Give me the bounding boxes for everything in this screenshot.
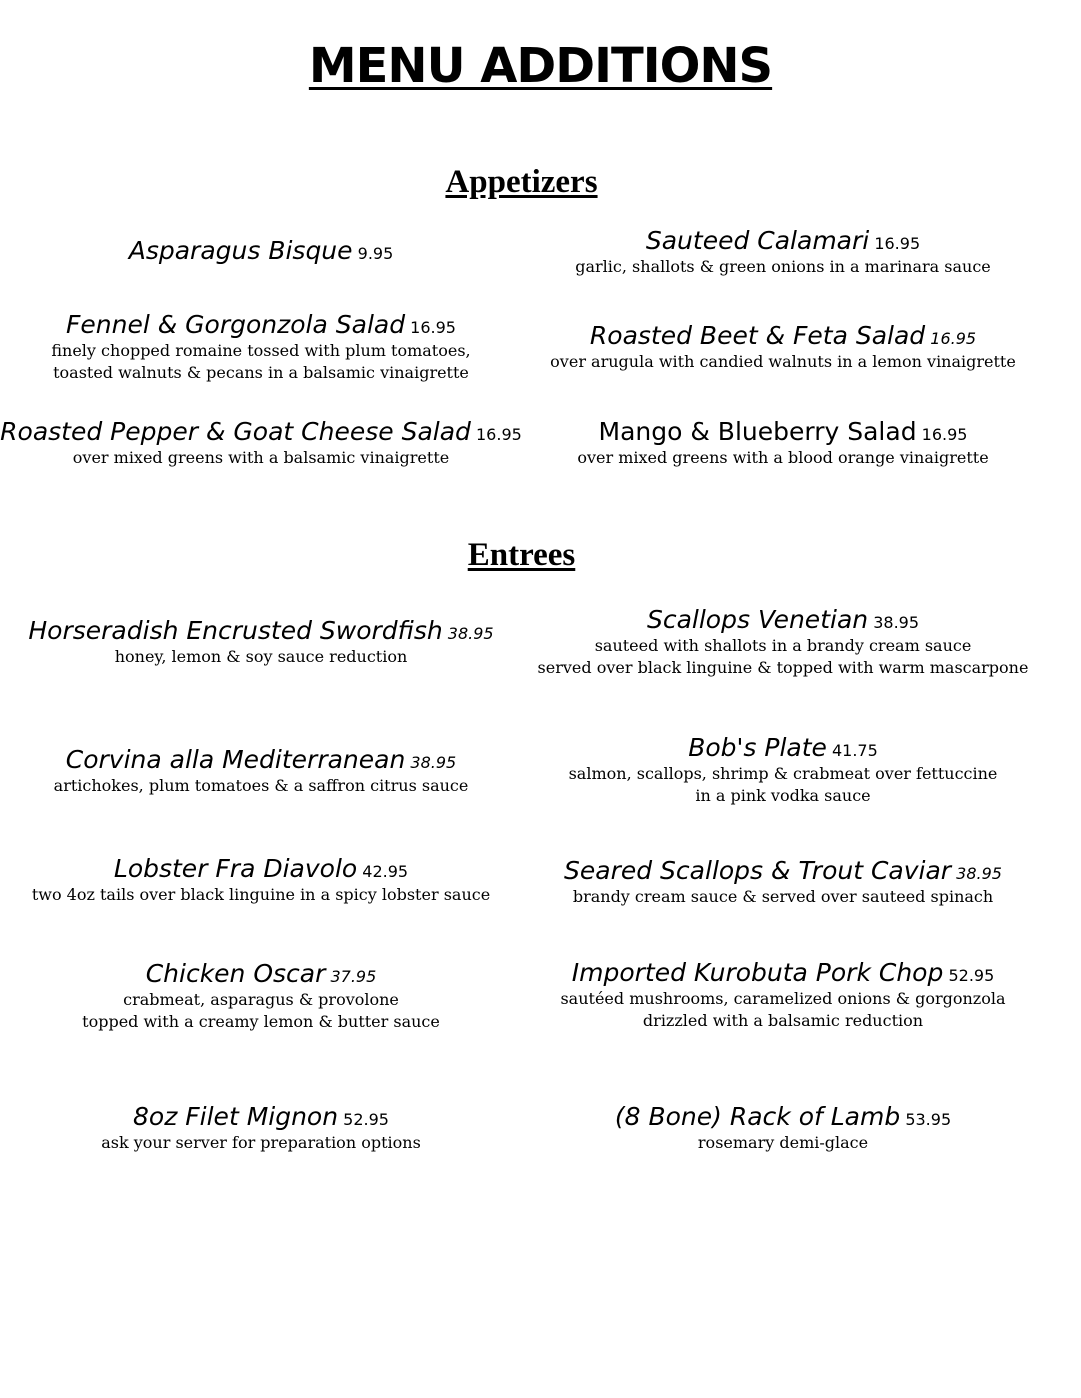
item-description: over mixed greens with a blood orange vinaigrette: [577, 448, 989, 467]
menu-item: [0, 310, 522, 384]
item-description: salmon, scallops, shrimp & crabmeat over fettuccine: [568, 764, 998, 783]
item-price: 38.95: [447, 624, 494, 643]
item-description: sautéed mushrooms, caramelized onions & gorgonzola: [560, 989, 1006, 1008]
menu-item: [522, 733, 1044, 807]
item-description: ask your server for preparation options: [101, 1133, 421, 1152]
item-name: Corvina alla Mediterranean: [65, 745, 406, 774]
item-name: Roasted Beet & Feta Salad: [589, 321, 926, 350]
item-name: Scallops Venetian: [646, 605, 869, 634]
appetizers-heading: Appetizers: [445, 164, 598, 200]
item-name: Roasted Pepper & Goat Cheese Salad: [0, 417, 471, 446]
item-name: Sauteed Calamari: [645, 226, 870, 255]
item-price: 16.95: [476, 425, 522, 444]
item-price: 52.95: [343, 1110, 389, 1129]
item-price: 16.95: [410, 318, 456, 337]
menu-item: [0, 1102, 522, 1154]
menu-item: [0, 959, 522, 1033]
item-price: 16.95: [874, 234, 921, 253]
item-description: artichokes, plum tomatoes & a saffron citrus sauce: [53, 776, 469, 795]
item-price: 9.95: [357, 244, 394, 263]
item-price: 16.95: [921, 425, 968, 444]
menu-item: [522, 1102, 1044, 1154]
item-price: 38.95: [873, 613, 920, 632]
menu-item: [0, 236, 522, 266]
item-description: drizzled with a balsamic reduction: [642, 1011, 924, 1030]
menu-item: [522, 958, 1044, 1032]
item-description: honey, lemon & soy sauce reduction: [114, 647, 408, 666]
item-description: rosemary demi-glace: [697, 1133, 869, 1152]
menu-item: [522, 856, 1044, 908]
item-name: Fennel & Gorgonzola Salad: [66, 310, 406, 339]
menu-item: [522, 226, 1044, 278]
entrees-heading: Entrees: [467, 537, 576, 573]
item-name: Mango & Blueberry Salad: [598, 417, 917, 446]
item-description: sauteed with shallots in a brandy cream sauce: [594, 636, 972, 655]
item-name: Seared Scallops & Trout Caviar: [564, 856, 952, 885]
item-name: Asparagus Bisque: [128, 236, 353, 265]
item-name: (8 Bone) Rack of Lamb: [614, 1102, 901, 1131]
item-name: Chicken Oscar: [145, 959, 326, 988]
menu-item: [522, 605, 1044, 679]
item-name: Imported Kurobuta Pork Chop: [571, 958, 944, 987]
item-name: 8oz Filet Mignon: [133, 1102, 339, 1131]
item-price: 38.95: [956, 864, 1002, 883]
page-title: MENU ADDITIONS: [308, 38, 773, 94]
menu-item: [0, 745, 522, 797]
menu-item: [0, 616, 522, 668]
menu-item: [0, 854, 522, 906]
item-description: garlic, shallots & green onions in a marinara sauce: [575, 257, 991, 276]
item-description: in a pink vodka sauce: [695, 786, 871, 805]
menu-item: [0, 417, 522, 469]
menu-item: [522, 417, 1044, 469]
item-description: crabmeat, asparagus & provolone: [123, 990, 399, 1009]
item-price: 42.95: [362, 862, 409, 881]
item-description: over arugula with candied walnuts in a lemon vinaigrette: [550, 352, 1016, 371]
item-price: 41.75: [831, 741, 878, 760]
menu-item: [522, 321, 1044, 373]
item-name: Lobster Fra Diavolo: [113, 854, 358, 883]
item-description: finely chopped romaine tossed with plum tomatoes,: [51, 341, 471, 360]
item-name: Bob's Plate: [688, 733, 827, 762]
item-price: 38.95: [410, 753, 457, 772]
item-description: brandy cream sauce & served over sauteed spinach: [572, 887, 994, 906]
item-description: over mixed greens with a balsamic vinaigrette: [72, 448, 450, 467]
item-description: topped with a creamy lemon & butter sauce: [82, 1012, 440, 1031]
item-price: 53.95: [905, 1110, 952, 1129]
item-price: 37.95: [330, 967, 377, 986]
item-description: served over black linguine & topped with warm mascarpone: [537, 658, 1029, 677]
item-price: 16.95: [930, 329, 977, 348]
item-description: toasted walnuts & pecans in a balsamic vinaigrette: [53, 363, 469, 382]
item-price: 52.95: [948, 966, 995, 985]
item-description: two 4oz tails over black linguine in a spicy lobster sauce: [31, 885, 491, 904]
item-name: Horseradish Encrusted Swordfish: [28, 616, 443, 645]
